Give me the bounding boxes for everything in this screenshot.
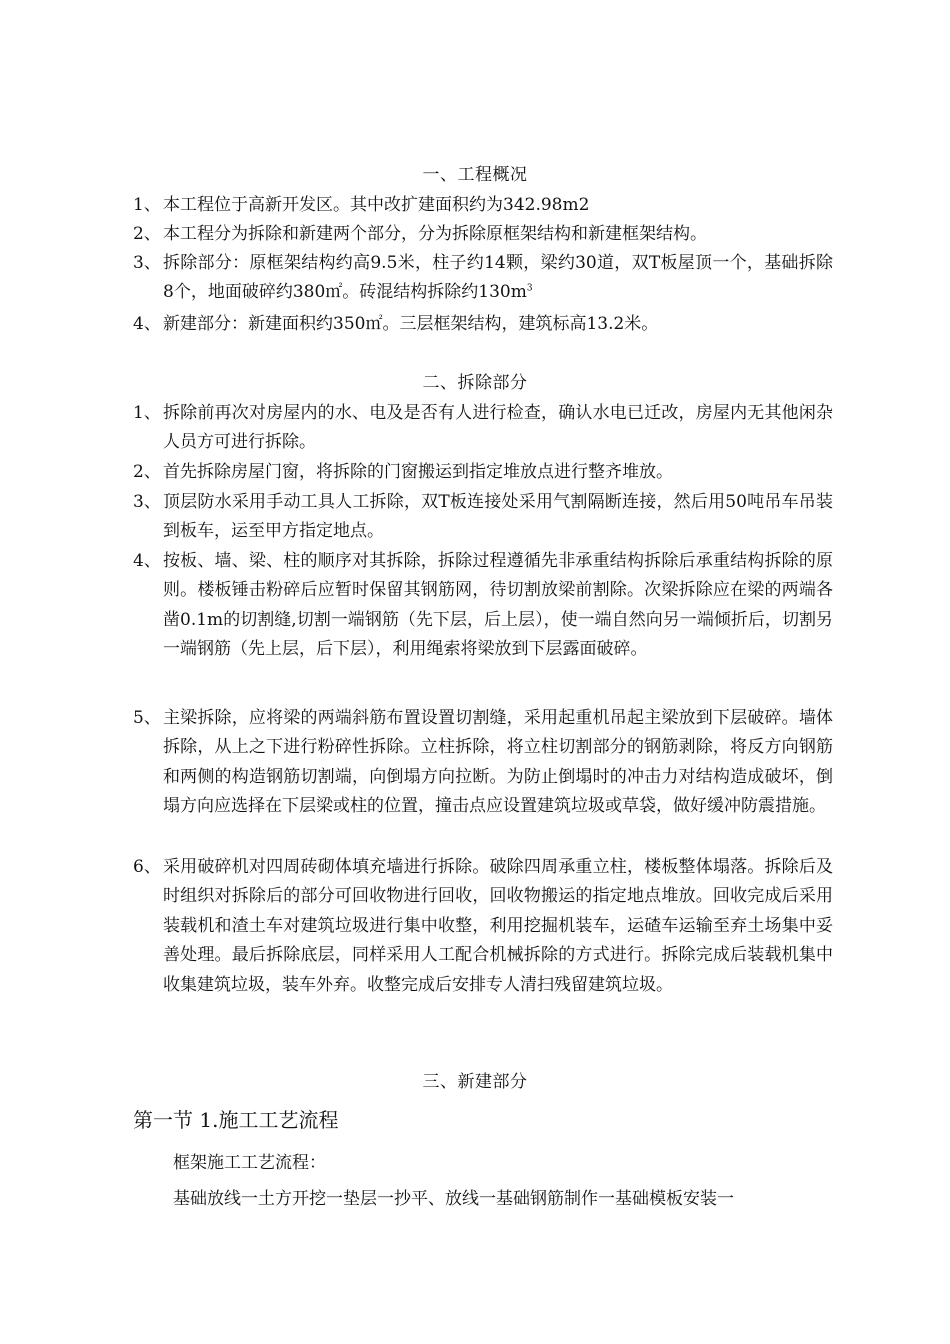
list-item <box>133 853 833 1000</box>
list-item <box>133 458 833 487</box>
item-text: 本工程分为拆除和新建两个部分，分为拆除原框架结构和新建框架结构。 <box>163 224 707 244</box>
list-item <box>133 191 833 220</box>
item-text: 拆除前再次对房屋内的水、电及是否有人进行检查，确认水电已迁改，房屋内无其他闲杂人员方可进行拆除。 <box>163 403 833 453</box>
item-number: 2、 <box>133 224 161 244</box>
item-number: 3、 <box>133 492 161 512</box>
item-number: 1、 <box>133 403 161 423</box>
item-text-wrap <box>163 249 833 308</box>
item-text: 拆除部分：原框架结构约高9.5米，柱子约14颗，梁约30道，双T板屋顶一个，基础拆除8个，地面破碎约380㎡。砖混结构拆除约130m <box>163 253 833 303</box>
item-text: 新建部分：新建面积约350㎡。三层框架结构，建筑标高13.2米。 <box>163 314 659 334</box>
flow-text: 基础放线一土方开挖一垫层一抄平、放线一基础钢筋制作一基础模板安装一 <box>173 1189 734 1209</box>
list-item <box>133 547 833 665</box>
item-text: 按板、墙、梁、柱的顺序对其拆除，拆除过程遵循先非承重结构拆除后承重结构拆除的原则。楼板锤击粉碎后应暂时保留其钢筋网，待切割放梁前割除。次梁拆除应在梁的两端各凿0.1m的切割缝,切割一端钢筋（先下层，后上层），使一端自然向另一端倾折后，切割另一端钢筋（先上层，后下层），利用绳索将梁放到下层露面破碎。 <box>163 551 833 660</box>
item-text: 主梁拆除，应将梁的两端斜筋布置设置切割缝，采用起重机吊起主梁放到下层破碎。墙体拆除，从上之下进行粉碎性拆除。立柱拆除，将立柱切割部分的钢筋剥除，将反方向钢筋和两侧的构造钢筋切割端，向倒塌方向拉断。为防止倒塌时的冲击力对结构造成破坏，倒塌方向应选择在下层梁或柱的位置，撞击点应设置建筑垃圾或草袋，做好缓冲防震措施。 <box>163 708 833 817</box>
flow-label: 框架施工工艺流程： <box>173 1153 326 1173</box>
item-number: 4、 <box>133 551 161 571</box>
item-text: 本工程位于高新开发区。其中改扩建面积约为342.98m2 <box>163 195 590 215</box>
list-item <box>133 704 833 822</box>
list-item <box>133 399 833 458</box>
section-heading-demolition: 二、拆除部分 <box>422 373 528 393</box>
item-number: 2、 <box>133 462 161 482</box>
item-text: 采用破碎机对四周砖砌体填充墙进行拆除。破除四周承重立柱，楼板整体塌落。拆除后及时组织对拆除后的部分可回收物进行回收，回收物搬运的指定地点堆放。回收完成后采用装载机和渣土车对建筑垃圾进行集中收整，利用挖掘机装车，运碴车运输至弃土场集中妥善处理。最后拆除底层，同样采用人工配合机械拆除的方式进行。拆除完成后装载机集中收集建筑垃圾，装车外弃。收整完成后安排专人清扫残留建筑垃圾。 <box>163 857 833 995</box>
item-text: 顶层防水采用手动工具人工拆除，双T板连接处采用气割隔断连接，然后用50吨吊车吊装到板车，运至甲方指定地点。 <box>163 492 833 542</box>
item-number: 4、 <box>133 314 161 334</box>
item-number: 6、 <box>133 857 161 877</box>
superscript-3: 3 <box>526 283 533 294</box>
item-number: 3、 <box>133 253 161 273</box>
section-heading-new-construction: 三、新建部分 <box>422 1072 528 1092</box>
list-item <box>133 220 833 249</box>
item-text: 首先拆除房屋门窗，将拆除的门窗搬运到指定堆放点进行整齐堆放。 <box>163 462 673 482</box>
subsection-title: 第一节 1.施工工艺流程 <box>133 1108 339 1132</box>
list-item <box>133 310 833 339</box>
section-heading-overview: 一、工程概况 <box>422 165 528 185</box>
item-number: 5、 <box>133 708 161 728</box>
item-number: 1、 <box>133 195 161 215</box>
list-item <box>133 488 833 547</box>
list-item <box>133 249 833 308</box>
